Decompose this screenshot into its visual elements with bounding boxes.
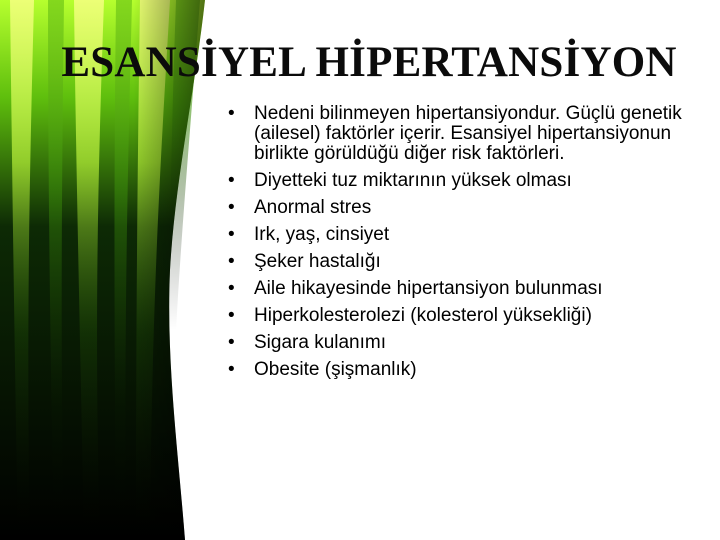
bullet-text: Anormal stres [254, 197, 372, 218]
bullet-dot: • [228, 278, 235, 299]
bullet-dot: • [228, 251, 235, 272]
bullet-item [228, 360, 698, 380]
bullet-item [228, 198, 698, 218]
bullet-text: Aile hikayesinde hipertansiyon bulunması [254, 278, 603, 299]
bullet-item [228, 252, 698, 272]
bullet-item [228, 306, 698, 326]
bullet-dot: • [228, 332, 235, 353]
bullet-dot: • [228, 170, 235, 191]
bullet-dot: • [228, 359, 235, 380]
bullet-text: Sigara kulanımı [254, 332, 387, 353]
bullet-dot: • [228, 224, 235, 245]
bullet-text: Diyetteki tuz miktarının yüksek olması [254, 170, 572, 191]
bullet-item [228, 104, 698, 164]
bullet-item [228, 171, 698, 191]
bullet-text: Şeker hastalığı [254, 251, 381, 272]
bullet-dot: • [228, 103, 235, 124]
bullet-item [228, 225, 698, 245]
bullet-dot: • [228, 305, 235, 326]
bullet-item [228, 333, 698, 353]
slide-title: ESANSİYEL HİPERTANSİYON [61, 39, 677, 86]
bullet-list [228, 104, 698, 387]
bullet-text: Irk, yaş, cinsiyet [254, 224, 390, 245]
bullet-item [228, 279, 698, 299]
bullet-text: Nedeni bilinmeyen hipertansiyondur. Güçlü genetik (ailesel) faktörler içerir. Esansiyel hipertansiyonun birlikte görüldüğü diğer risk faktörleri. [254, 103, 682, 164]
bullet-text: Obesite (şişmanlık) [254, 359, 417, 380]
bullet-text: Hiperkolesterolezi (kolesterol yüksekliği) [254, 305, 592, 326]
bullet-dot: • [228, 197, 235, 218]
